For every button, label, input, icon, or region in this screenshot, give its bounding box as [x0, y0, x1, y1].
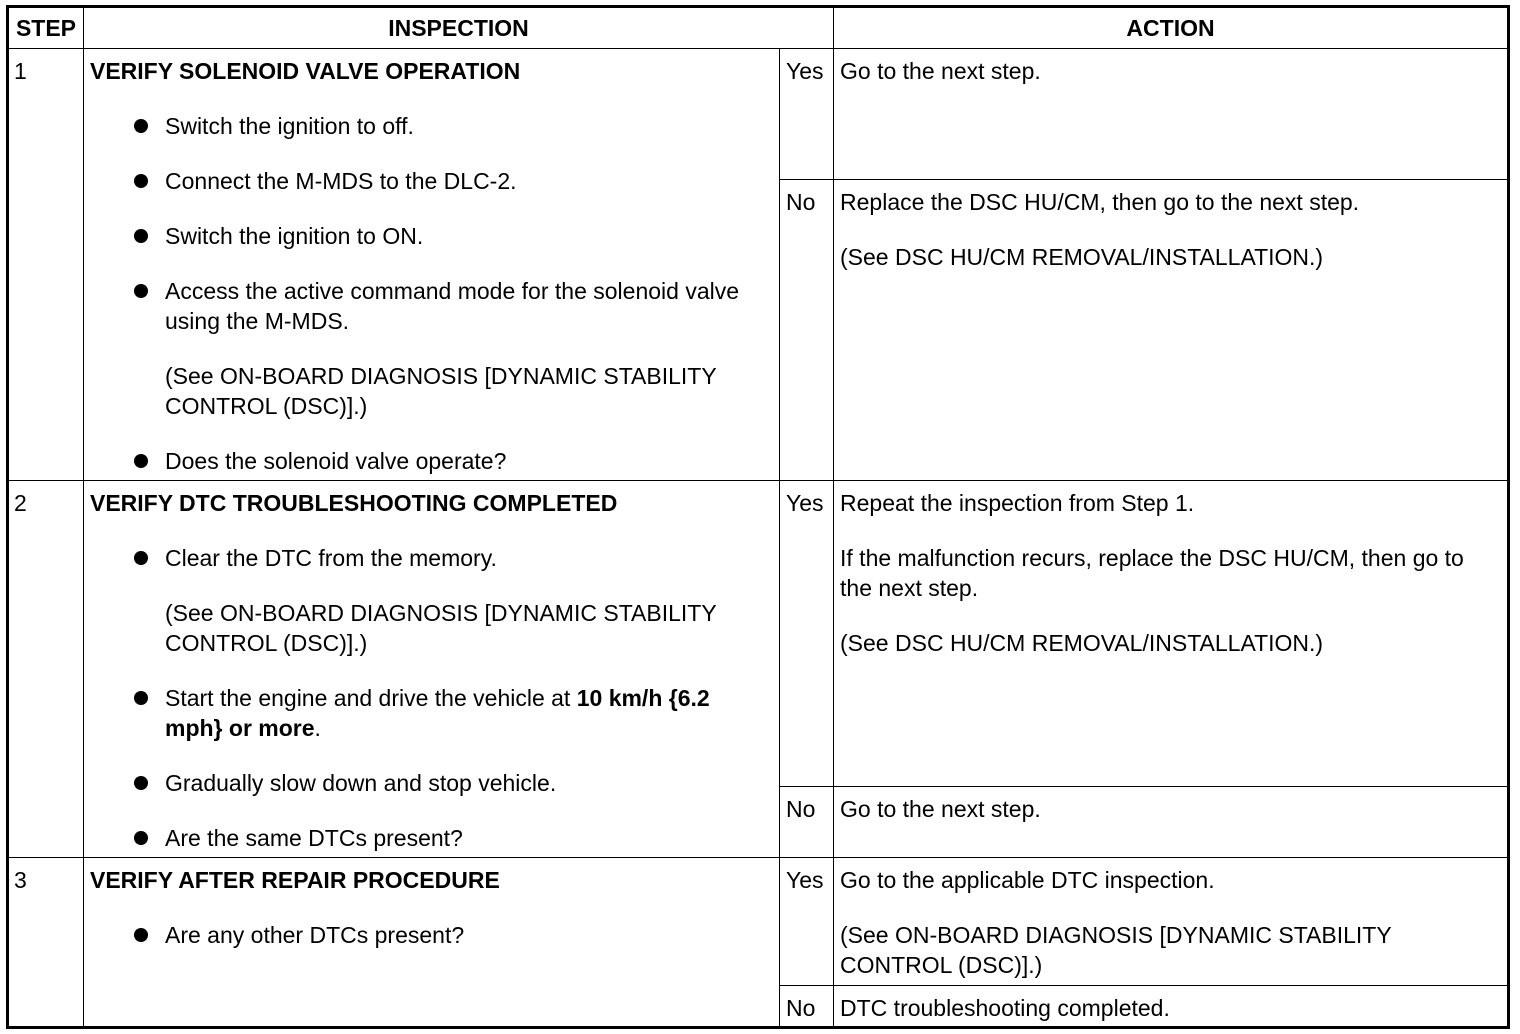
reference-note: (See ON-BOARD DIAGNOSIS [DYNAMIC STABILITY CONTROL (DSC)].) [165, 363, 717, 419]
table-row [8, 858, 1509, 986]
yes-label: Yes [780, 858, 834, 986]
no-action [834, 986, 1509, 1028]
inspection-list [90, 683, 771, 853]
yes-action [834, 481, 1509, 787]
action-text: Go to the next step. [840, 796, 1041, 822]
action-text: Go to the next step. [840, 58, 1041, 84]
header-step: STEP [8, 7, 84, 49]
no-label: No [780, 787, 834, 858]
list-item-punct: . [314, 715, 321, 741]
list-item: Clear the DTC from the memory. [90, 543, 771, 573]
inspection-list [90, 446, 771, 476]
no-label: No [780, 986, 834, 1028]
no-action [834, 180, 1509, 481]
inspection-list [90, 111, 771, 336]
inspection-cell [84, 481, 780, 858]
action-text: (See ON-BOARD DIAGNOSIS [DYNAMIC STABILITY CONTROL (DSC)].) [840, 922, 1392, 978]
step-title: VERIFY SOLENOID VALVE OPERATION [90, 58, 521, 84]
question-item: Does the solenoid valve operate? [90, 446, 771, 476]
header-inspection: INSPECTION [84, 7, 834, 49]
action-text: (See DSC HU/CM REMOVAL/INSTALLATION.) [840, 244, 1324, 270]
header-row [8, 7, 1509, 49]
inspection-list [90, 920, 771, 950]
list-item: Access the active command mode for the solenoid valve using the M-MDS. [90, 276, 771, 336]
inspection-cell [84, 858, 780, 1028]
action-text: (See DSC HU/CM REMOVAL/INSTALLATION.) [840, 630, 1324, 656]
action-text: Replace the DSC HU/CM, then go to the next step. [840, 189, 1360, 215]
action-text: Go to the applicable DTC inspection. [840, 867, 1215, 893]
list-item: Switch the ignition to ON. [90, 221, 771, 251]
table-row [8, 481, 1509, 787]
yes-label: Yes [780, 49, 834, 180]
troubleshooting-table [6, 5, 1510, 1029]
list-item: Connect the M-MDS to the DLC-2. [90, 166, 771, 196]
step-title: VERIFY AFTER REPAIR PROCEDURE [90, 867, 500, 893]
step-title: VERIFY DTC TROUBLESHOOTING COMPLETED [90, 490, 618, 516]
no-action [834, 787, 1509, 858]
action-text: DTC troubleshooting completed. [840, 995, 1170, 1021]
list-item-text: Start the engine and drive the vehicle at [165, 685, 577, 711]
yes-action [834, 858, 1509, 986]
header-action: ACTION [834, 7, 1509, 49]
speed-value: 10 km/h {6.2 mph} or more [165, 685, 710, 741]
inspection-list [90, 543, 771, 573]
step-number: 2 [8, 481, 84, 858]
yes-label: Yes [780, 481, 834, 787]
reference-note: (See ON-BOARD DIAGNOSIS [DYNAMIC STABILITY CONTROL (DSC)].) [165, 600, 717, 656]
yes-action [834, 49, 1509, 180]
step-number: 3 [8, 858, 84, 1028]
action-text: If the malfunction recurs, replace the DSC HU/CM, then go to the next step. [840, 545, 1464, 601]
list-item [90, 683, 771, 743]
list-item: Gradually slow down and stop vehicle. [90, 768, 771, 798]
question-item: Are the same DTCs present? [90, 823, 771, 853]
question-item: Are any other DTCs present? [90, 920, 771, 950]
step-number: 1 [8, 49, 84, 481]
table-row [8, 49, 1509, 180]
list-item: Switch the ignition to off. [90, 111, 771, 141]
inspection-cell [84, 49, 780, 481]
action-text: Repeat the inspection from Step 1. [840, 490, 1195, 516]
no-label: No [780, 180, 834, 481]
diagnostic-procedure-document [6, 5, 1507, 1029]
